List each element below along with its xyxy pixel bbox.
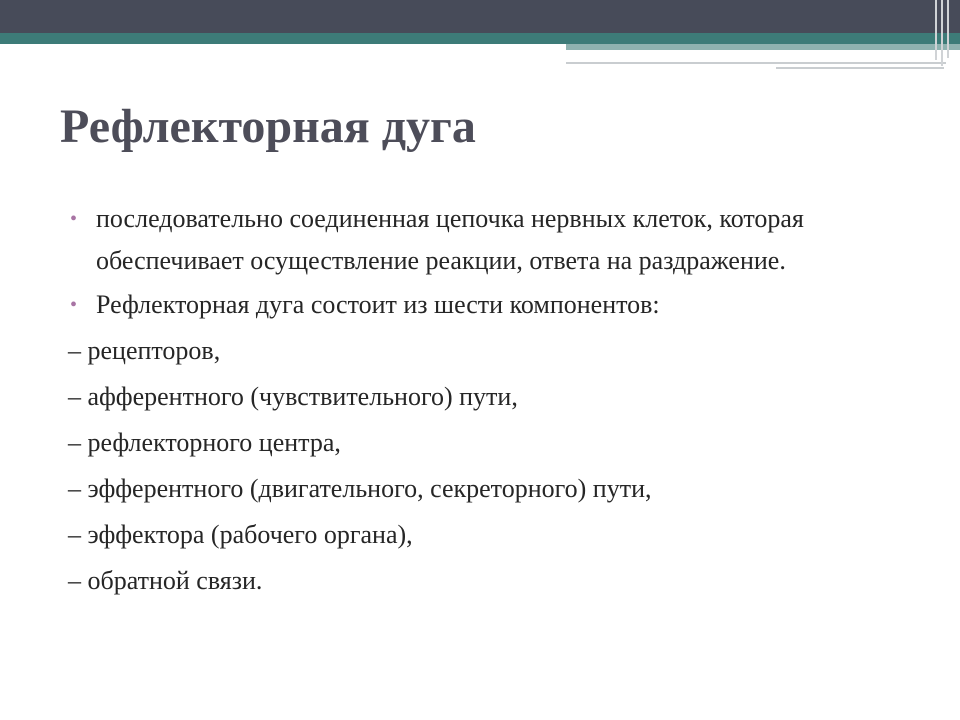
component-reflex-center: – рефлекторного центра, [68, 428, 341, 457]
bullet-item [68, 284, 928, 326]
header-white-line [566, 50, 960, 52]
header-dark-band [0, 0, 960, 33]
header-teal-band [0, 33, 960, 44]
bullet-item [68, 198, 928, 282]
component-receptors: – рецепторов, [68, 336, 221, 365]
slide-title: Рефлекторная дуга [60, 100, 476, 153]
decor-vline-3 [947, 0, 949, 58]
decor-vline-1 [935, 0, 937, 60]
header-gray-line-short [776, 67, 944, 69]
header-gray-line [566, 62, 946, 64]
bullet-dot-icon: • [70, 208, 78, 230]
component-feedback: – обратной связи. [68, 566, 263, 595]
component-afferent-path: – афферентного (чувствительного) пути, [68, 382, 518, 411]
bullet-text-definition: последовательно соединенная цепочка нервных клеток, которая обеспечивает осуществление реакции, ответа на раздражение. [96, 204, 804, 275]
slide-body [68, 198, 928, 602]
component-effector: – эффектора (рабочего органа), [68, 520, 413, 549]
bullet-dot-icon: • [70, 294, 78, 316]
component-efferent-path: – эфферентного (двигательного, секреторного) пути, [68, 474, 652, 503]
bullet-text-components: Рефлекторная дуга состоит из шести компонентов: [96, 290, 660, 319]
decor-vline-2 [941, 0, 943, 66]
